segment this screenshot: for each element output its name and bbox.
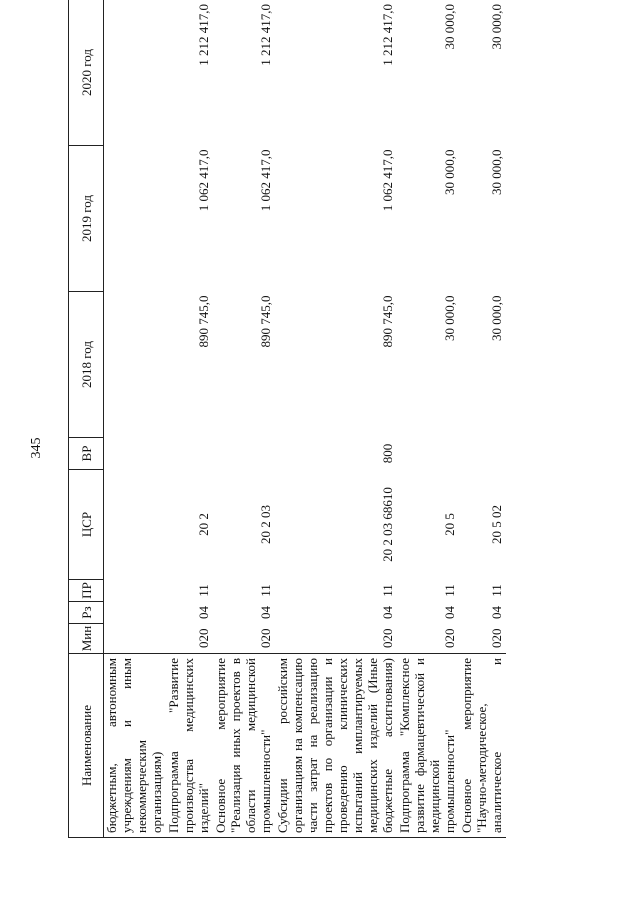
header-2018: 2018 год — [69, 292, 104, 438]
row-pr: 11 — [489, 584, 504, 597]
row-csr: 20 2 03 — [258, 505, 273, 544]
header-vr: ВР — [69, 438, 104, 470]
row-min: 020 — [380, 628, 395, 648]
row-csr: 20 2 — [196, 513, 211, 536]
row-2018: 30 000,0 — [442, 295, 457, 341]
row-2020: 1 212 417,0 — [275, 0, 397, 146]
row-name: Субсидии российским организациям на компенсацию части затрат на реализацию проектов по организации и проведению клинических испытаний имплантируемых медицинских изделий (Иные бюджетные ассигнования) — [275, 654, 397, 838]
row-rz: 04 — [380, 606, 395, 619]
row-pr: 11 — [258, 584, 273, 597]
row-2019 — [104, 146, 167, 292]
row-name: Основное мероприятие "Научно-методическое, аналитическое и — [459, 654, 506, 838]
header-csr: ЦСР — [69, 470, 104, 580]
row-name: Подпрограмма "Комплексное развитие фармацевтической и медицинской промышленности" — [397, 654, 459, 838]
row-min: 020 — [489, 628, 504, 648]
row-name: Подпрограмма "Развитие производства медицинских изделий" — [166, 654, 213, 838]
row-2018 — [104, 292, 167, 438]
row-pr: 11 — [196, 584, 211, 597]
row-2018: 890 745,0 — [380, 295, 395, 348]
row-vr — [104, 438, 167, 470]
row-rz: 04 — [196, 606, 211, 619]
table-row — [104, 0, 167, 838]
row-rz — [104, 602, 167, 624]
header-min: Мин — [69, 624, 104, 654]
row-vr — [213, 438, 275, 470]
table-row — [166, 0, 213, 838]
row-vr — [397, 438, 459, 470]
row-rz: 04 — [258, 606, 273, 619]
row-rz: 04 — [489, 606, 504, 619]
budget-table — [68, 0, 506, 838]
table-row — [275, 0, 397, 838]
table-row — [459, 0, 506, 838]
row-vr: 800 — [380, 443, 395, 464]
row-vr — [166, 438, 213, 470]
row-min — [104, 624, 167, 654]
page-number: 345 — [29, 437, 44, 459]
header-2019: 2019 год — [69, 146, 104, 292]
row-vr — [459, 438, 506, 470]
row-2020: 30 000,0 — [397, 0, 459, 146]
row-rz: 04 — [442, 606, 457, 619]
table-row — [397, 0, 459, 838]
row-min: 020 — [258, 628, 273, 648]
row-pr: 11 — [380, 584, 395, 597]
row-2019: 1 062 417,0 — [196, 149, 211, 212]
row-2018: 30 000,0 — [489, 295, 504, 341]
header-name: Наименование — [69, 654, 104, 838]
row-2020: 1 212 417,0 — [213, 0, 275, 146]
row-2020: 30 000,0 — [459, 0, 506, 146]
row-2018: 890 745,0 — [196, 295, 211, 348]
row-min: 020 — [196, 628, 211, 648]
header-rz: Рз — [69, 602, 104, 624]
row-2020: 1 212 417,0 — [166, 0, 213, 146]
row-csr — [104, 470, 167, 580]
row-csr: 20 5 02 — [489, 505, 504, 544]
table-row — [213, 0, 275, 838]
header-row — [69, 0, 104, 838]
row-name: Основное мероприятие "Реализация иных проектов в области медицинской промышленности" — [213, 654, 275, 838]
header-pr: ПР — [69, 580, 104, 602]
row-pr: 11 — [442, 584, 457, 597]
row-2019: 30 000,0 — [442, 149, 457, 195]
row-csr: 20 2 03 68610 — [380, 487, 395, 562]
row-2018: 890 745,0 — [258, 295, 273, 348]
rotated-page-content — [68, 0, 608, 838]
row-csr: 20 5 — [442, 513, 457, 536]
row-pr — [104, 580, 167, 602]
row-2019: 1 062 417,0 — [380, 149, 395, 212]
header-2020: 2020 год — [69, 0, 104, 146]
row-2020 — [104, 0, 167, 146]
row-2019: 30 000,0 — [489, 149, 504, 195]
row-min: 020 — [442, 628, 457, 648]
row-2019: 1 062 417,0 — [258, 149, 273, 212]
row-name: бюджетным, автономным учреждениям и иным некоммерческим организациям) — [104, 654, 167, 838]
